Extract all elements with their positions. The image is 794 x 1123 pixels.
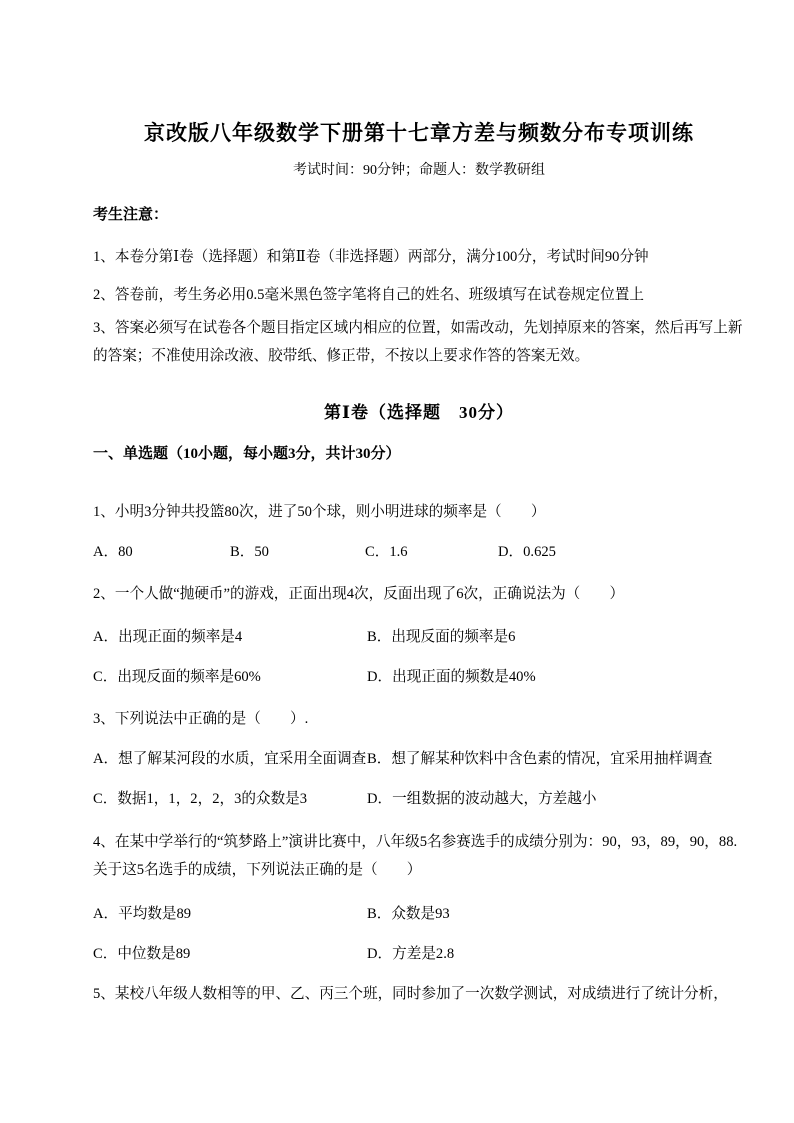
question-3-option-b: B．想了解某种饮料中含色素的情况，宜采用抽样调查	[367, 751, 713, 767]
question-2-option-d: D．出现正面的频数是40%	[367, 669, 536, 685]
question-4-option-b: B．众数是93	[367, 906, 450, 922]
exam-title: 京改版八年级数学下册第十七章方差与频数分布专项训练	[144, 121, 694, 145]
question-1-option-d: D．0.625	[498, 544, 556, 560]
question-4-option-c: C．中位数是89	[93, 946, 191, 962]
question-2-option-a: A．出现正面的频率是4	[93, 629, 243, 645]
question-1-option-c: C．1.6	[365, 544, 408, 560]
question-1-options	[93, 538, 745, 566]
question-2-stem: 2、一个人做“抛硬币”的游戏，正面出现4次，反面出现了6次，正确说法为（ ）	[93, 586, 625, 602]
question-1-option-a: A．80	[93, 544, 133, 560]
question-2-option-c: C．出现反面的频率是60%	[93, 669, 261, 685]
question-1-stem: 1、小明3分钟共投篮80次，进了50个球，则小明进球的频率是（ ）	[93, 504, 546, 520]
single-choice-subheading: 一、单选题（10小题，每小题3分，共计30分）	[93, 446, 401, 462]
notice-item-2: 2、答卷前，考生务必用0.5毫米黑色签字笔将自己的姓名、班级填写在试卷规定位置上	[93, 287, 644, 303]
question-3-option-a: A．想了解某河段的水质，宜采用全面调查	[93, 751, 367, 767]
question-5-stem: 5、某校八年级人数相等的甲、乙、丙三个班，同时参加了一次数学测试，对成绩进行了统计分析，	[93, 986, 728, 1002]
notice-item-3: 3、答案必须写在试卷各个题目指定区域内相应的位置，如需改动，先划掉原来的答案，然后再写上新的答案；不准使用涂改液、胶带纸、修正带，不按以上要求作答的答案无效。	[93, 320, 743, 364]
notice-item-1: 1、本卷分第Ⅰ卷（选择题）和第Ⅱ卷（非选择题）两部分，满分100分，考试时间90分钟	[93, 249, 649, 265]
question-1-option-b: B．50	[230, 544, 269, 560]
question-2-option-b: B．出现反面的频率是6	[367, 629, 516, 645]
question-4-options	[93, 900, 745, 968]
question-3-option-c: C．数据1，1，2，2，3的众数是3	[93, 791, 308, 807]
question-2-options	[93, 623, 745, 691]
question-3-option-d: D．一组数据的波动越大，方差越小	[367, 791, 597, 807]
question-4-stem: 4、在某中学举行的“筑梦路上”演讲比赛中，八年级5名参赛选手的成绩分别为：90，93，89，90，88.关于这5名选手的成绩，下列说法正确的是（ ）	[93, 834, 738, 878]
question-3-stem: 3、下列说法中正确的是（ ）.	[93, 711, 309, 727]
question-3-options	[93, 745, 745, 813]
exam-subtitle: 考试时间：90分钟；命题人：数学教研组	[293, 163, 545, 178]
question-4-option-d: D．方差是2.8	[367, 946, 455, 962]
notice-heading: 考生注意：	[93, 207, 169, 223]
section-1-heading: 第Ⅰ卷（选择题 30分）	[324, 403, 514, 422]
question-4-option-a: A．平均数是89	[93, 906, 192, 922]
